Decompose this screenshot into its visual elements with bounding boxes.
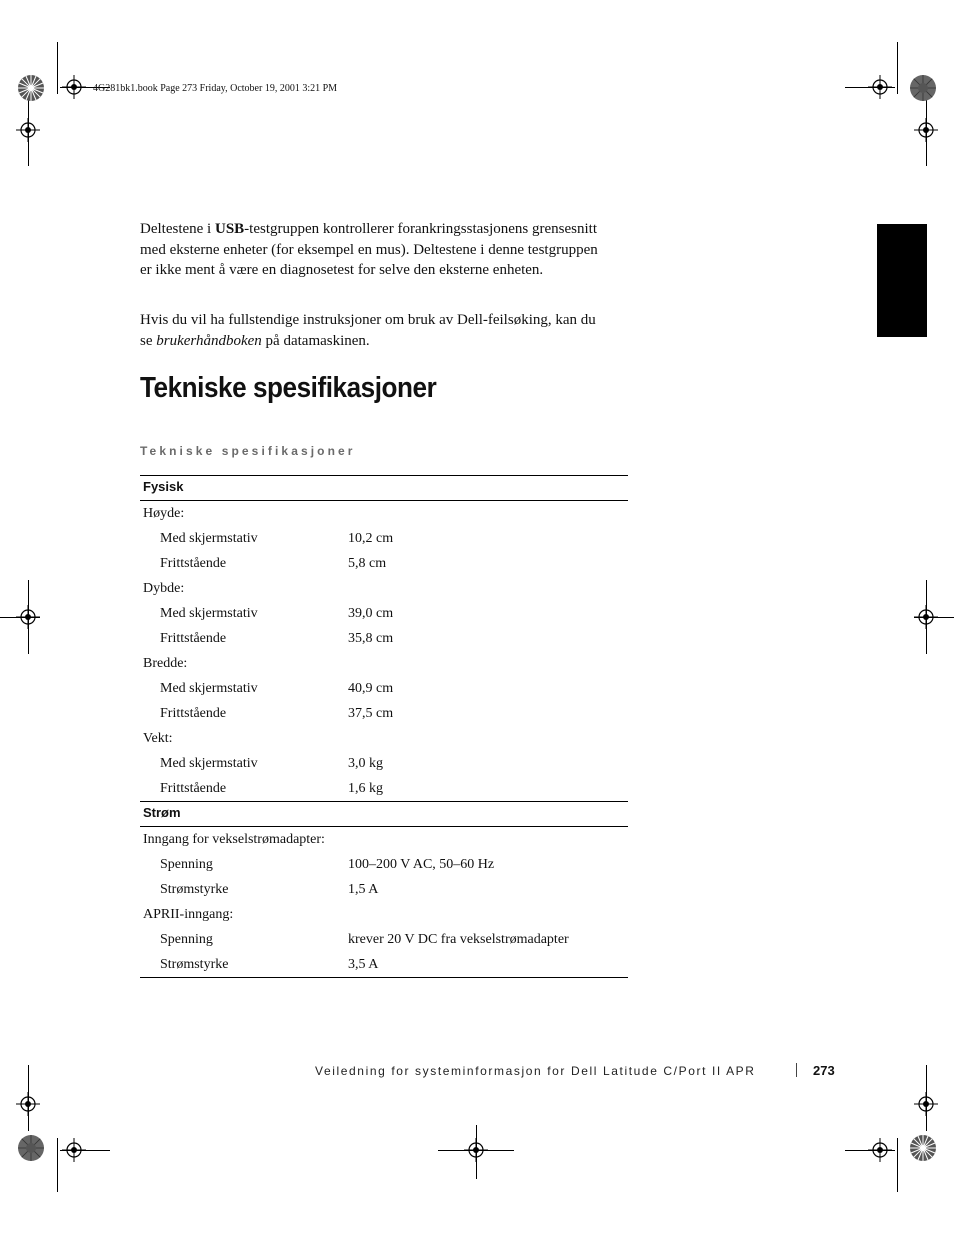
table-section-header bbox=[140, 476, 628, 501]
row-label: APRII-inngang: bbox=[143, 907, 234, 922]
spec-table bbox=[140, 475, 628, 978]
table-row bbox=[140, 601, 628, 626]
footer-separator bbox=[796, 1063, 797, 1077]
star-target-icon bbox=[909, 1134, 937, 1162]
row-label: Dybde: bbox=[143, 581, 185, 596]
registration-crosshair-icon bbox=[464, 1138, 488, 1162]
registration-crosshair-icon bbox=[914, 118, 938, 142]
row-value: 35,8 cm bbox=[348, 631, 394, 646]
registration-crosshair-icon bbox=[16, 1092, 40, 1116]
row-value: 39,0 cm bbox=[348, 606, 394, 621]
row-label: Med skjermstativ bbox=[160, 606, 258, 621]
trim-line bbox=[57, 42, 58, 94]
row-value: krever 20 V DC fra vekselstrømadapter bbox=[348, 932, 569, 947]
section-title: Tekniske spesifikasjoner bbox=[140, 372, 437, 404]
print-header: 4G281bk1.book Page 273 Friday, October 19, 2001 3:21 PM bbox=[93, 83, 338, 94]
page-number: 273 bbox=[813, 1063, 835, 1078]
table-row bbox=[140, 902, 628, 927]
table-section-header bbox=[140, 801, 628, 827]
table-row bbox=[140, 852, 628, 877]
table-row bbox=[140, 526, 628, 551]
row-label: Med skjermstativ bbox=[160, 531, 258, 546]
row-label: Frittstående bbox=[160, 706, 227, 721]
paragraph-text: på datamaskinen. bbox=[261, 332, 370, 349]
row-value: 3,5 A bbox=[348, 957, 379, 972]
row-label: Strømstyrke bbox=[160, 882, 229, 897]
table-row bbox=[140, 726, 628, 751]
user-guide-reference: brukerhåndboken bbox=[156, 332, 262, 349]
table-row bbox=[140, 952, 628, 977]
registration-crosshair-icon bbox=[914, 1092, 938, 1116]
paragraph-instructions bbox=[140, 310, 610, 351]
usb-term: USB bbox=[214, 221, 245, 237]
row-value: 40,9 cm bbox=[348, 681, 394, 696]
registration-crosshair-icon bbox=[868, 75, 892, 99]
table-row bbox=[140, 501, 628, 526]
footer-title: Veiledning for systeminformasjon for Dell Latitude C/Port II APR bbox=[315, 1064, 756, 1078]
table-caption: Tekniske spesifikasjoner bbox=[140, 444, 356, 458]
gray-target-icon bbox=[909, 74, 937, 102]
paragraph-text: Deltestene i bbox=[140, 221, 215, 237]
trim-line bbox=[57, 1138, 58, 1192]
side-thumb-tab bbox=[877, 224, 927, 337]
row-label: Frittstående bbox=[160, 781, 227, 796]
row-label: Bredde: bbox=[143, 656, 188, 671]
table-row bbox=[140, 551, 628, 576]
row-value: 37,5 cm bbox=[348, 706, 394, 721]
row-label: Høyde: bbox=[143, 506, 185, 521]
star-target-icon bbox=[17, 74, 45, 102]
row-label: Strømstyrke bbox=[160, 957, 229, 972]
table-row bbox=[140, 751, 628, 776]
registration-crosshair-icon bbox=[62, 1138, 86, 1162]
table-row bbox=[140, 626, 628, 651]
row-value: 100–200 V AC, 50–60 Hz bbox=[348, 857, 495, 872]
trim-line bbox=[897, 1138, 898, 1192]
paragraph-text: -testgruppen kontrollerer forankringsstasjonens grensesnitt med eksterne enheter (for eksempel en mus). Deltestene i denne testgruppen er ikke ment å være en diagnosetest for selve den eksterne enheten. bbox=[140, 221, 598, 278]
registration-crosshair-icon bbox=[16, 118, 40, 142]
row-label: Med skjermstativ bbox=[160, 681, 258, 696]
gray-target-icon bbox=[17, 1134, 45, 1162]
section-label: Fysisk bbox=[143, 479, 184, 494]
row-label: Vekt: bbox=[143, 731, 173, 746]
row-label: Spenning bbox=[160, 857, 213, 872]
registration-crosshair-icon bbox=[868, 1138, 892, 1162]
registration-crosshair-icon bbox=[914, 605, 938, 629]
table-row bbox=[140, 651, 628, 676]
row-value: 1,6 kg bbox=[348, 781, 383, 796]
table-row bbox=[140, 827, 628, 852]
table-row bbox=[140, 701, 628, 726]
table-row bbox=[140, 776, 628, 801]
row-value: 5,8 cm bbox=[348, 556, 387, 571]
registration-crosshair-icon bbox=[62, 75, 86, 99]
row-label: Frittstående bbox=[160, 556, 227, 571]
paragraph-usb-tests bbox=[140, 219, 610, 281]
table-row bbox=[140, 927, 628, 952]
row-label: Med skjermstativ bbox=[160, 756, 258, 771]
table-row bbox=[140, 576, 628, 601]
row-value: 1,5 A bbox=[348, 882, 379, 897]
registration-crosshair-icon bbox=[16, 605, 40, 629]
table-row bbox=[140, 676, 628, 701]
row-label: Frittstående bbox=[160, 631, 227, 646]
row-label: Spenning bbox=[160, 932, 213, 947]
section-label: Strøm bbox=[143, 805, 181, 820]
table-row bbox=[140, 877, 628, 902]
row-label: Inngang for vekselstrømadapter: bbox=[143, 832, 325, 847]
paragraph-text: Hvis du vil ha fullstendige instruksjoner om bruk av Dell-feilsøking, kan du se bbox=[140, 312, 596, 349]
trim-line bbox=[897, 42, 898, 94]
row-value: 10,2 cm bbox=[348, 531, 394, 546]
row-value: 3,0 kg bbox=[348, 756, 383, 771]
